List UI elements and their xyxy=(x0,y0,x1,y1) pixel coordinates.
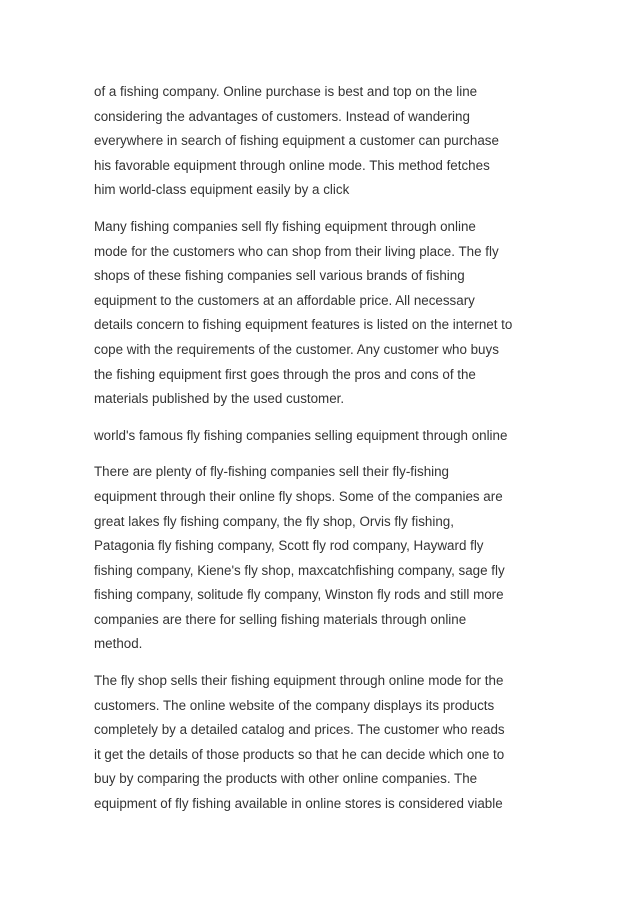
text-line: details concern to fishing equipment features is listed on the internet to xyxy=(94,317,513,333)
text-line: equipment of fly fishing available in online stores is considered viable xyxy=(94,796,503,812)
paragraph-3 xyxy=(94,424,548,449)
text-line: The fly shop sells their fishing equipment through online mode for the xyxy=(94,673,504,689)
text-line: There are plenty of fly-fishing companies sell their fly-fishing xyxy=(94,464,450,480)
text-line: equipment to the customers at an affordable price. All necessary xyxy=(94,292,475,308)
text-line: world's famous fly fishing companies selling equipment through online xyxy=(94,427,508,443)
text-line: Patagonia fly fishing company, Scott fly rod company, Hayward fly xyxy=(94,538,484,554)
text-line: mode for the customers who can shop from their living place. The fly xyxy=(94,243,499,259)
text-line: cope with the requirements of the customer. Any customer who buys xyxy=(94,341,499,357)
text-line: buy by comparing the products with other online companies. The xyxy=(94,771,478,787)
text-line: it get the details of those products so that he can decide which one to xyxy=(94,746,505,762)
paragraph-4 xyxy=(94,460,548,657)
text-line: of a fishing company. Online purchase is best and top on the line xyxy=(94,84,478,99)
text-line: companies are there for selling fishing materials through online xyxy=(94,611,467,627)
text-line: considering the advantages of customers. Instead of wandering xyxy=(94,108,470,124)
text-line: materials published by the used customer. xyxy=(94,391,345,407)
text-line: equipment through their online fly shops. Some of the companies are xyxy=(94,488,503,504)
text-line: him world-class equipment easily by a click xyxy=(94,182,350,198)
text-line: fishing company, solitude fly company, Winston fly rods and still more xyxy=(94,587,504,603)
text-line: fishing company, Kiene's fly shop, maxcatchfishing company, sage fly xyxy=(94,562,505,578)
text-line: method. xyxy=(94,636,143,652)
text-line: the fishing equipment first goes through the pros and cons of the xyxy=(94,366,476,382)
text-line: great lakes fly fishing company, the fly shop, Orvis fly fishing, xyxy=(94,513,454,529)
paragraph-1 xyxy=(94,80,548,203)
text-line: everywhere in search of fishing equipment a customer can purchase xyxy=(94,133,499,149)
text-line: shops of these fishing companies sell various brands of fishing xyxy=(94,268,465,284)
text-line: customers. The online website of the company displays its products xyxy=(94,697,495,713)
text-line: Many fishing companies sell fly fishing equipment through online xyxy=(94,218,476,234)
paragraph-2 xyxy=(94,215,548,412)
text-line: completely by a detailed catalog and prices. The customer who reads xyxy=(94,722,505,738)
paragraph-5 xyxy=(94,669,548,817)
text-line: his favorable equipment through online mode. This method fetches xyxy=(94,157,490,173)
